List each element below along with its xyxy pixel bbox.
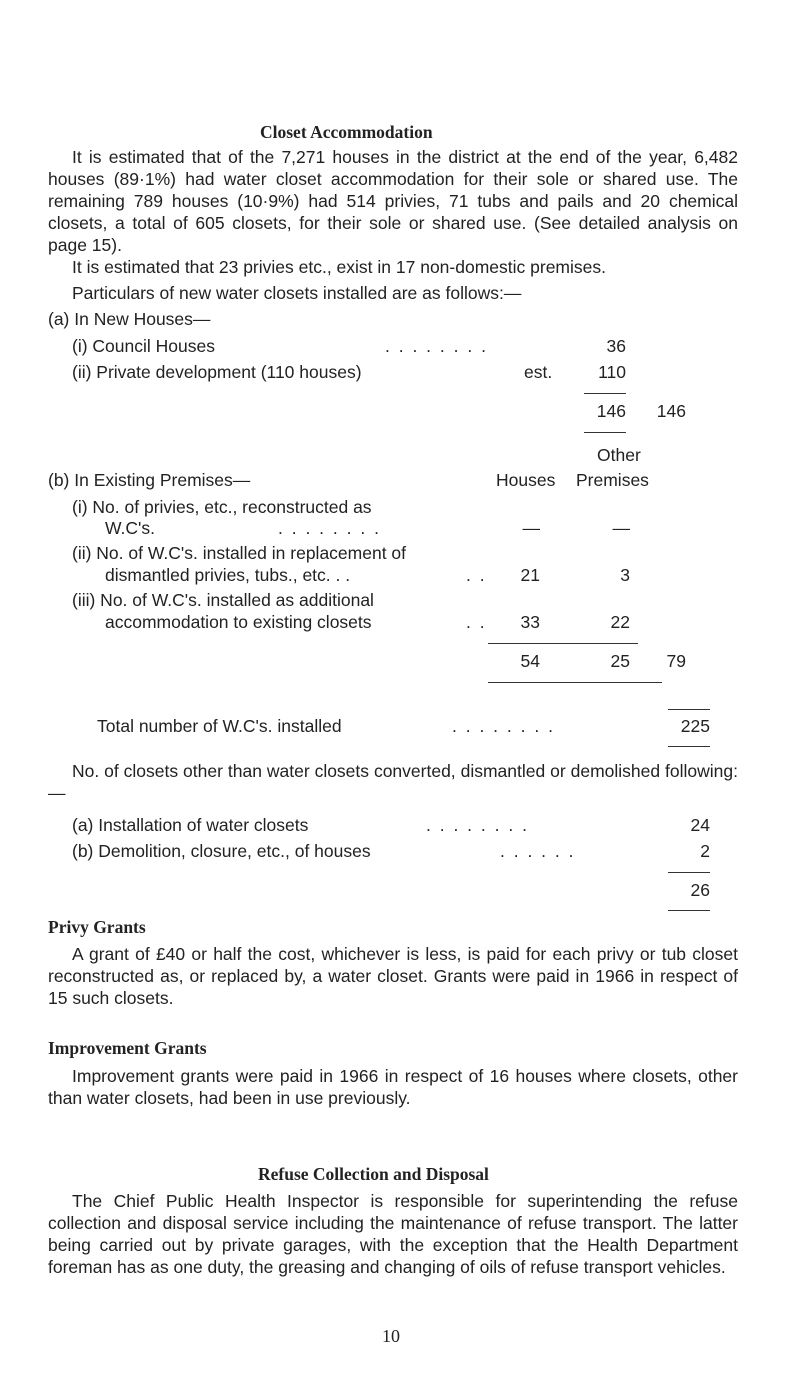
existing-row-2-label: (ii) No. of W.C's. installed in replacement of — [72, 543, 407, 563]
existing-row-1-other: — — [612, 518, 630, 538]
other-closets-intro: No. of closets other than water closets converted, dismantled or demolished following:— — [48, 761, 738, 803]
privy-grants-heading: Privy Grants — [48, 917, 146, 937]
existing-row-2-houses: 21 — [520, 565, 540, 585]
other-closets-total: 26 — [690, 880, 710, 900]
existing-row-3-other: 22 — [610, 612, 630, 632]
other-closets-row-b-value: 2 — [700, 841, 710, 861]
page-number: 10 — [382, 1326, 400, 1346]
rule — [488, 643, 638, 644]
total-wc-label: Total number of W.C's. installed — [97, 716, 342, 736]
existing-sum-other: 25 — [610, 651, 630, 671]
existing-row-3-label: (iii) No. of W.C's. installed as additional — [72, 590, 374, 610]
rule — [668, 910, 710, 911]
refuse-paragraph — [48, 1190, 738, 1278]
leader-dots: . . . . . . . . — [278, 518, 381, 538]
leader-dots: . . . . . . — [500, 841, 576, 861]
new-houses-total: 146 — [656, 401, 686, 421]
rule — [668, 872, 710, 873]
improvement-grants-text: Improvement grants were paid in 1966 in respect of 16 houses where closets, other than water closets, had been in use previously. — [48, 1066, 738, 1108]
existing-row-2-label-cont: dismantled privies, tubs., etc. . . — [105, 565, 351, 585]
row-label: (ii) Private development (110 houses) — [72, 362, 362, 382]
new-houses-row-private — [72, 361, 362, 383]
closet-heading: Closet Accommodation — [260, 122, 433, 142]
new-houses-row-council — [72, 335, 215, 357]
existing-row-2-other: 3 — [620, 565, 630, 585]
leader-dots: . . . . . . . . — [452, 716, 555, 736]
new-houses-subtotal: 146 — [596, 401, 626, 421]
closet-intro-paragraph — [48, 146, 738, 256]
existing-premises-label: (b) In Existing Premises— — [48, 470, 251, 490]
new-houses-label: (a) In New Houses— — [48, 309, 211, 329]
privy-grants-text: A grant of £40 or half the cost, whichever is less, is paid for each privy or tub closet reconstructed as, or replaced by, a water closet. Grants were paid in 1966 in respect of 15 such closets. — [48, 944, 738, 1008]
leader-dots: . . — [466, 612, 487, 632]
estimate-note: est. — [524, 362, 553, 382]
other-closets-row-a-label: (a) Installation of water closets — [72, 815, 309, 835]
existing-row-3-houses: 33 — [520, 612, 540, 632]
leader-dots: . . . . . . . . — [385, 336, 488, 356]
rule — [584, 393, 626, 394]
col-header-other: Other — [597, 445, 641, 465]
existing-sum-houses: 54 — [520, 651, 540, 671]
existing-total: 79 — [666, 651, 686, 671]
existing-row-1-houses: — — [522, 518, 540, 538]
row-label: (i) Council Houses — [72, 336, 215, 356]
existing-row-3-label-cont: accommodation to existing closets — [105, 612, 372, 632]
other-closets-paragraph — [48, 760, 738, 804]
closet-para-2: It is estimated that 23 privies etc., exist in 17 non-domestic premises. — [72, 257, 606, 277]
private-development-value: 110 — [598, 362, 626, 382]
improvement-grants-heading: Improvement Grants — [48, 1038, 207, 1058]
council-houses-value: 36 — [606, 336, 626, 356]
rule — [668, 746, 710, 747]
improvement-grants-paragraph — [48, 1065, 738, 1109]
existing-row-1-label-cont: W.C's. — [105, 518, 156, 538]
refuse-heading: Refuse Collection and Disposal — [258, 1164, 489, 1184]
total-wc-value: 225 — [680, 716, 710, 736]
closet-para-3: Particulars of new water closets installed are as follows:— — [72, 283, 522, 303]
other-closets-row-b-label: (b) Demolition, closure, etc., of houses — [72, 841, 371, 861]
other-closets-row-a-value: 24 — [690, 815, 710, 835]
privy-grants-paragraph — [48, 943, 738, 1009]
leader-dots: . . — [466, 565, 487, 585]
col-header-premises: Premises — [576, 470, 649, 490]
col-header-houses: Houses — [496, 470, 556, 490]
rule — [668, 709, 710, 710]
rule — [488, 682, 662, 683]
leader-dots: . . . . . . . . — [426, 815, 529, 835]
refuse-text: The Chief Public Health Inspector is responsible for superintending the refuse collection and disposal service including the maintenance of refuse transport. The latter being carried out by private garages, with the exception that the Health Department foreman has as one duty, the greasing and changing of oils of refuse transport vehicles. — [48, 1191, 738, 1277]
existing-row-1-label: (i) No. of privies, etc., reconstructed as — [72, 497, 372, 517]
rule — [584, 432, 626, 433]
closet-para-1: It is estimated that of the 7,271 houses in the district at the end of the year, 6,482 houses (89·1%) had water closet accommodation for their sole or shared use. The remaining 789 houses (10·9%) had 514 privies, 71 tubs and pails and 20 chemical closets, a total of 605 closets, for their sole or shared use. (See detailed analysis on page 15). — [48, 147, 738, 255]
